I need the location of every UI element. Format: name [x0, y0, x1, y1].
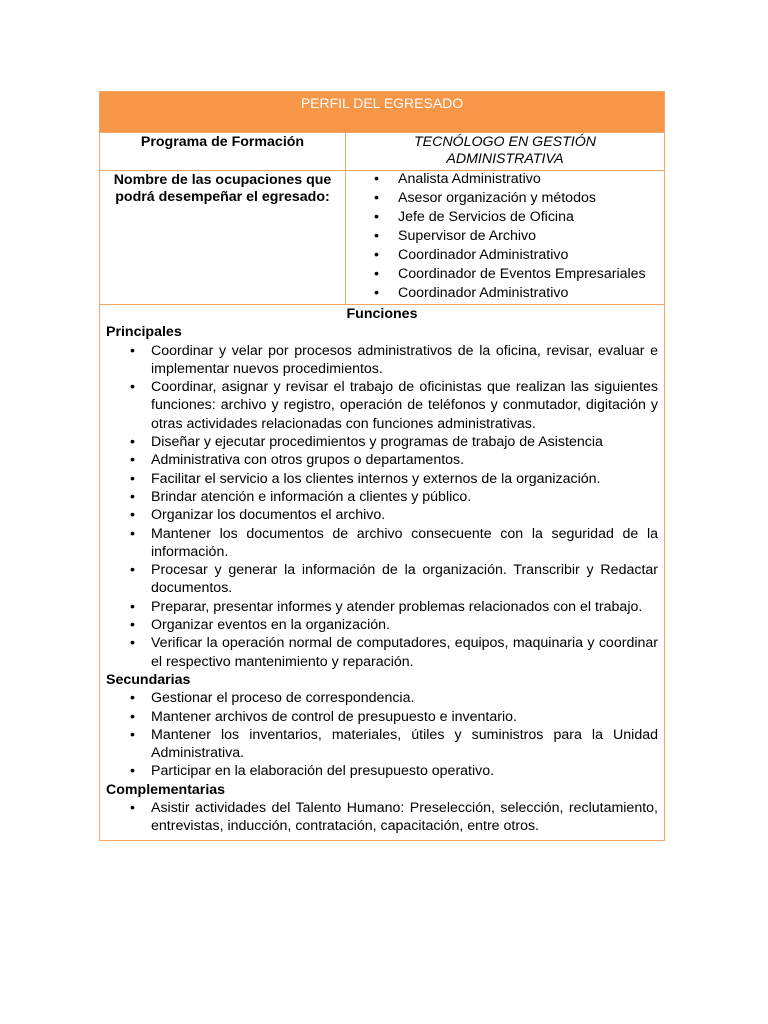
list-item: • Diseñar y ejecutar procedimientos y programas de trabajo de Asistencia [130, 434, 603, 451]
list-item: • Analista Administrativo [374, 171, 541, 187]
bullet-icon: • [130, 708, 135, 725]
bullet-icon: • [130, 598, 135, 615]
bullet-icon: • [374, 171, 379, 187]
program-label-cell [100, 133, 346, 171]
bullet-icon: • [130, 452, 135, 469]
list-item: • Organizar eventos en la organización. [130, 617, 390, 634]
program-value-line: TECNÓLOGO EN GESTIÓN [413, 134, 597, 150]
occupations-label-cell [100, 171, 346, 305]
profile-table [99, 91, 665, 841]
bullet-icon: • [374, 247, 379, 263]
bullet-icon: • [130, 562, 135, 579]
bullet-icon: • [130, 617, 135, 634]
list-item: • Gestionar el proceso de correspondencia. [130, 690, 415, 707]
secundarias-heading: Secundarias [106, 671, 191, 688]
occupations-list-cell [346, 171, 665, 305]
list-item: • Brindar atención e información a clientes y público. [130, 488, 472, 505]
bullet-icon: • [374, 285, 379, 301]
list-item: • Administrativa con otros grupos o departamentos. [130, 452, 465, 469]
bullet-icon: • [130, 488, 135, 505]
list-item: • Coordinar y velar por procesos administrativos de la oficina, revisar, evaluar e implementar nuevos procedimientos. [130, 342, 658, 377]
program-label: Programa de Formación [140, 134, 305, 150]
list-item: • Asesor organización y métodos [374, 190, 596, 206]
occupations-label-line: podrá desempeñar el egresado: [115, 189, 330, 205]
list-item: • Verificar la operación normal de computadores, equipos, maquinaria y coordinar el respectivo mantenimiento y reparación. [130, 635, 658, 670]
program-value-cell [346, 133, 665, 171]
list-item: • Preparar, presentar informes y atender problemas relacionados con el trabajo. [130, 598, 643, 615]
list-item: • Mantener los inventarios, materiales, útiles y suministros para la Unidad Administrativa. [130, 726, 658, 762]
complementarias-heading: Complementarias [106, 781, 226, 798]
bullet-icon: • [130, 342, 135, 359]
bullet-icon: • [130, 726, 135, 743]
bullet-icon: • [130, 525, 135, 542]
bullet-icon: • [130, 470, 135, 487]
bullet-icon: • [130, 635, 135, 652]
list-item: • Asistir actividades del Talento Humano: Preselección, selección, reclutamiento, entrevistas, inducción, contratación, capacitación, entre otros. [130, 800, 658, 835]
list-item: • Jefe de Servicios de Oficina [374, 209, 574, 225]
table-title: PERFIL DEL EGRESADO [300, 95, 464, 111]
functions-title: Funciones [346, 306, 418, 322]
bullet-icon: • [374, 190, 379, 206]
principales-heading: Principales [106, 324, 182, 341]
list-item: • Coordinar, asignar y revisar el trabajo de oficinistas que realizan las siguientes funciones: archivo y registro, operación de teléfonos y conmutador, digitación y otras actividades relacionadas con funciones administrativas. [130, 379, 658, 432]
bullet-icon: • [130, 379, 135, 396]
secundarias-list [106, 689, 658, 780]
occupations-list [346, 171, 664, 303]
list-item: • Coordinador Administrativo [374, 285, 569, 301]
functions-cell [100, 305, 665, 841]
graduate-profile-document [99, 91, 664, 841]
occupations-label-line: Nombre de las ocupaciones que [113, 172, 332, 188]
list-item: • Organizar los documentos el archivo. [130, 507, 386, 524]
bullet-icon: • [374, 209, 379, 225]
complementarias-list [106, 799, 658, 836]
list-item: • Participar en la elaboración del presupuesto operativo. [130, 763, 495, 780]
bullet-icon: • [130, 763, 135, 780]
list-item: • Procesar y generar la información de la organización. Transcribir y Redactar documentos. [130, 562, 658, 597]
bullet-icon: • [130, 434, 135, 451]
list-item: • Supervisor de Archivo [374, 228, 537, 244]
bullet-icon: • [130, 507, 135, 524]
principales-list [106, 342, 658, 671]
bullet-icon: • [130, 800, 135, 817]
program-value-line: ADMINISTRATIVA [446, 151, 564, 167]
list-item: • Mantener los documentos de archivo consecuente con la seguridad de la información. [130, 525, 658, 560]
table-header [100, 92, 665, 133]
bullet-icon: • [374, 266, 379, 282]
list-item: • Coordinador de Eventos Empresariales [374, 266, 646, 282]
bullet-icon: • [374, 228, 379, 244]
bullet-icon: • [130, 690, 135, 707]
list-item: • Mantener archivos de control de presupuesto e inventario. [130, 708, 517, 725]
list-item: • Facilitar el servicio a los clientes internos y externos de la organización. [130, 470, 601, 487]
list-item: • Coordinador Administrativo [374, 247, 569, 263]
